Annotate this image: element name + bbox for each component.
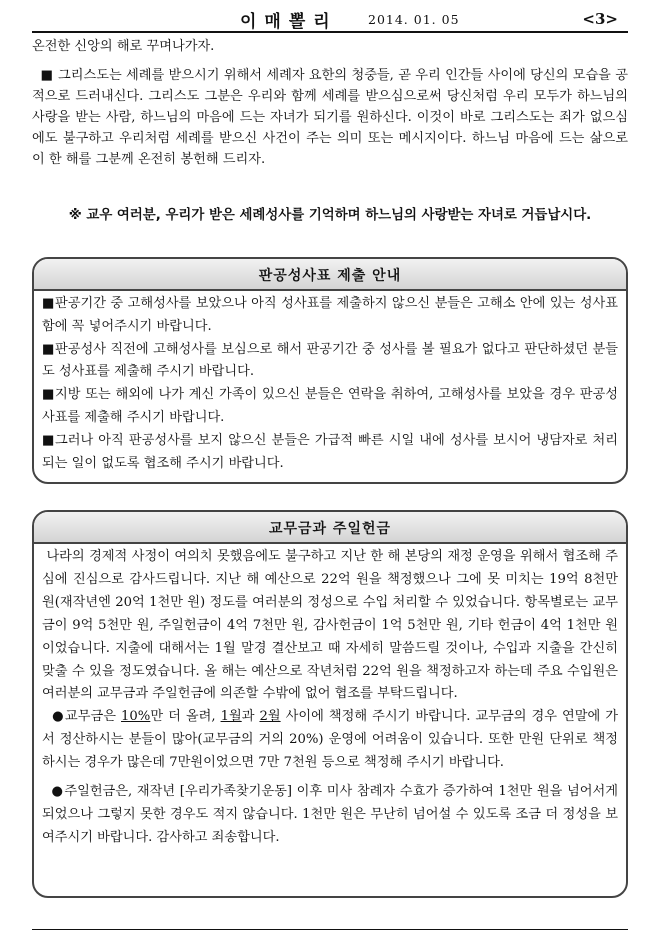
intro-paragraph xyxy=(32,65,628,170)
list-item-text: 주일헌금은, 재작년 [우리가족찾기운동] 이후 미사 참례자 수효가 증가하여 1천만 원을 넘어서게 되었으나 그렇지 못한 경우도 적지 않습니다. 1천만 원은 무난히 넘어설 수 있도록 조금 더 정성을 보여주시기 바랍니다. 감사하고 죄송합니다. xyxy=(42,784,618,845)
square-bullet-icon: ■ xyxy=(42,296,55,311)
list-item-text: 지방 또는 해외에 나가 계신 가족이 있으신 분들은 연락을 취하여, 고해성사를 보았을 경우 판공성사표를 제출해 주시기 바랍니다. xyxy=(42,387,618,425)
square-bullet-icon: ■ xyxy=(42,341,55,357)
list-item xyxy=(42,430,618,476)
intro-paragraph-text: 그리스도는 세례를 받으시기 위해서 세례자 요한의 청중들, 곧 우리 인간들 사이에 당신의 모습을 공적으로 드러내신다. 그리스도 그분은 우리와 함께 세례를 받으심으로써 당신처럼 우리 모두가 하느님의 사랑을 받는 사람, 하느님의 마음에 드는 자녀가 되기를 원하신다. 이것이 바로 그리스도는 죄가 없으심에도 불구하고 우리처럼 세례를 받으신 사건이 주는 의미 또는 메시지이다. 하느님 마음에 드는 삶으로 이 한 해를 그분께 온전히 봉헌해 드리자. xyxy=(32,68,628,167)
text-run: 교무금은 xyxy=(65,709,122,725)
box-header xyxy=(34,259,626,291)
box-title: 교무금과 주일헌금 xyxy=(268,521,392,537)
confession-card-notice-box xyxy=(32,257,628,484)
list-item xyxy=(42,384,618,430)
square-bullet-icon: ■ xyxy=(42,387,55,403)
list-item-text: 판공성사 직전에 고해성사를 보심으로 해서 판공기간 중 성사를 볼 필요가 없다고 판단하셨던 분들도 성사표를 제출해 주시기 바랍니다. xyxy=(42,341,618,380)
intro-line: 온전한 신앙의 해로 꾸며나가자. xyxy=(32,39,215,54)
bulletin-title: 이매뽈리 xyxy=(240,12,338,32)
list-item-text: 판공기간 중 고해성사를 보았으나 아직 성사표를 제출하지 않으신 분들은 고해소 안에 있는 성사표함에 꼭 넣어주시기 바랍니다. xyxy=(42,296,618,334)
issue-date: 2014. 01. 05 xyxy=(368,12,460,27)
text-run: 사이에 책정해 주시기 바랍니다. 교무금의 경우 연말에 가서 정산하시는 분들이 많아(교무금의 거의 20%) 운영에 어려움이 있습니다. 또한 만원 단위로 책정하시는 경우가 많은데 7만원이었으면 7만 7천원 등으로 책정해 주시기 바랍니다. xyxy=(42,709,618,771)
footer-divider xyxy=(32,929,628,930)
list-item xyxy=(42,706,618,775)
list-item xyxy=(42,339,618,385)
finance-paragraph xyxy=(42,546,618,706)
text-run: 만 더 올려, xyxy=(150,709,221,725)
page-number: <3> xyxy=(582,10,618,28)
list-item-text: 그러나 아직 판공성사를 보지 않으신 분들은 가급적 빠른 시일 내에 성사를 보시어 냉담자로 처리되는 일이 없도록 협조해 주시기 바랍니다. xyxy=(42,432,618,471)
page-header xyxy=(32,6,628,32)
underlined-text: 1월 xyxy=(220,709,242,725)
text-run: 과 xyxy=(241,709,260,725)
box-body xyxy=(42,293,618,475)
box-body xyxy=(42,546,618,850)
underlined-text: 10% xyxy=(121,709,151,725)
offering-notice-box xyxy=(32,510,628,898)
square-bullet-icon: ■ xyxy=(40,68,54,83)
round-bullet-icon: ● xyxy=(52,709,64,725)
box-header xyxy=(34,512,626,544)
round-bullet-icon: ● xyxy=(51,784,63,800)
list-item xyxy=(42,781,618,850)
underlined-text: 2월 xyxy=(259,709,281,725)
box-title: 판공성사표 제출 안내 xyxy=(258,268,402,284)
header-divider xyxy=(32,31,628,33)
emphasis-note: ※ 교우 여러분, 우리가 받은 세례성사를 기억하며 하느님의 사랑받는 자녀로 거듭납시다. xyxy=(68,208,592,223)
finance-paragraph-text: 나라의 경제적 사정이 여의치 못했음에도 불구하고 지난 한 해 본당의 재정 운영을 위해서 협조해 주심에 진심으로 감사드립니다. 지난 해 예산으로 22억 원을 책정했으나 그에 못 미치는 19억 8천만 원(재작년엔 20억 1천만 원) 정도를 여러분의 정성으로 수입 처리할 수 있었습니다. 항목별로는 교무금이 9억 5천만 원, 주일헌금이 4억 7천만 원, 감사헌금이 1억 5천만 원, 기타 헌금이 4억 1천만 원이었습니다. 지출에 대해서는 1월 말경 결산보고 때 자세히 말씀드릴 것이나, 수입과 지출을 간신히 맞출 수 있을 정도였습니다. 올 해는 예산으로 작년처럼 22억 원을 책정하고자 하는데 주요 수입원은 여러분의 교무금과 주일헌금에 의존할 수밖에 없어 협조를 부탁드립니다. xyxy=(42,549,618,702)
square-bullet-icon: ■ xyxy=(42,432,55,448)
list-item xyxy=(42,293,618,339)
